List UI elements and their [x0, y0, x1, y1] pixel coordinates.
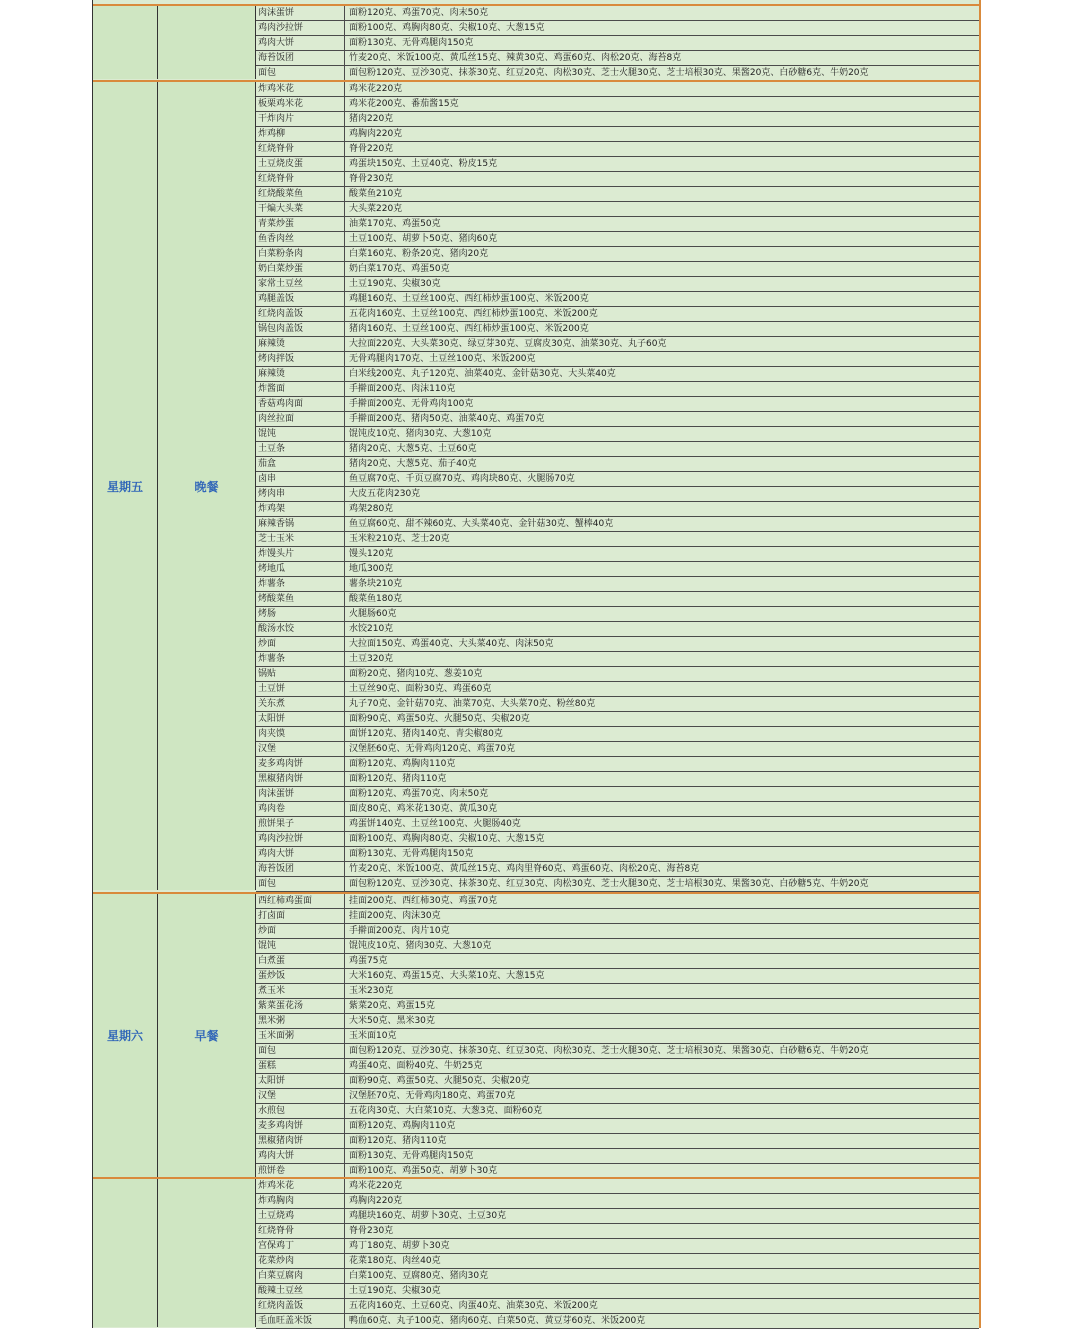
- dish-row: [256, 97, 979, 112]
- meal-block: [93, 4, 979, 79]
- dish-name: 宫保鸡丁: [256, 1239, 345, 1253]
- dish-row: [256, 1194, 979, 1209]
- dish-name: 麦多鸡肉饼: [256, 1119, 345, 1133]
- dish-ingredients: 土豆190克、尖椒30克: [349, 1286, 441, 1296]
- dish-ingredients: 面粉130克、无骨鸡腿肉150克: [349, 38, 474, 48]
- dish-name: 汉堡: [256, 1089, 345, 1103]
- dish-name: 玉米面粥: [256, 1029, 345, 1043]
- dish-name: 麻辣香锅: [256, 517, 345, 531]
- dish-row: [256, 727, 979, 742]
- dish-ingredients: 鸡腿块160克、胡萝卜30克、土豆30克: [349, 1211, 507, 1221]
- dish-row: [256, 984, 979, 999]
- dish-ingredients: 馒头120克: [349, 549, 394, 559]
- dish-row: [256, 1044, 979, 1059]
- dish-name: 锅贴: [256, 667, 345, 681]
- dish-name: 花菜炒肉: [256, 1254, 345, 1268]
- dish-row: [256, 307, 979, 322]
- day-label: 星期六: [106, 1029, 143, 1043]
- dish-row: [256, 877, 979, 892]
- dish-row: [256, 367, 979, 382]
- dish-ingredients: 面粉90克、鸡蛋50克、火腿50克、尖椒20克: [349, 714, 530, 724]
- dish-ingredients: 脊骨230克: [349, 1226, 394, 1236]
- dish-name: 鸡肉大饼: [256, 36, 345, 50]
- dish-row: [256, 999, 979, 1014]
- dish-ingredients: 薯条块210克: [349, 579, 403, 589]
- dish-ingredients: 猪肉220克: [349, 114, 394, 124]
- dish-name: 鸡肉沙拉饼: [256, 21, 345, 35]
- dish-name: 白煮蛋: [256, 954, 345, 968]
- dish-row: [256, 187, 979, 202]
- dish-name: 肉丝拉面: [256, 412, 345, 426]
- dish-ingredients: 玉米粒210克、芝士20克: [349, 534, 450, 544]
- meal-label: 早餐: [194, 1029, 219, 1043]
- dish-ingredients: 酸菜鱼210克: [349, 189, 403, 199]
- dish-row: [256, 1104, 979, 1119]
- dish-row: [256, 36, 979, 51]
- dish-row: [256, 862, 979, 877]
- dish-ingredients: 火腿肠60克: [349, 609, 397, 619]
- dish-name: 鸡肉大饼: [256, 847, 345, 861]
- dish-name: 炸薯条: [256, 577, 345, 591]
- dish-name: 奶白菜炒蛋: [256, 262, 345, 276]
- dish-name: 红烧肉盖饭: [256, 307, 345, 321]
- dish-row: [256, 757, 979, 772]
- dish-name: 蛋炒饭: [256, 969, 345, 983]
- dish-name: 炒面: [256, 924, 345, 938]
- dish-ingredients: 鸡米花220克: [349, 1181, 403, 1191]
- dish-ingredients: 面粉100克、鸡胸肉80克、尖椒10克、大葱15克: [349, 23, 545, 33]
- dish-row: [256, 202, 979, 217]
- dish-rows: [256, 82, 979, 892]
- dish-ingredients: 面粉120克、猪肉110克: [349, 1136, 447, 1146]
- dish-ingredients: 挂面200克、西红柿30克、鸡蛋70克: [349, 896, 498, 906]
- dish-name: 鱼香肉丝: [256, 232, 345, 246]
- dish-row: [256, 82, 979, 97]
- dish-ingredients: 鸭血60克、丸子100克、猪肉60克、白菜50克、黄豆芽60克、米饭200克: [349, 1316, 646, 1326]
- dish-ingredients: 竹麦20克、米饭100克、黄瓜丝15克、辣黄30克、鸡蛋60克、肉松20克、海苔8克: [349, 53, 682, 63]
- dish-name: 土豆饼: [256, 682, 345, 696]
- dish-row: [256, 1179, 979, 1194]
- dish-name: 土豆条: [256, 442, 345, 456]
- dish-row: [256, 1014, 979, 1029]
- dish-name: 炸鸡柳: [256, 127, 345, 141]
- dish-name: 炸鸡胸肉: [256, 1194, 345, 1208]
- dish-row: [256, 21, 979, 36]
- dish-row: [256, 742, 979, 757]
- dish-ingredients: 面粉100克、鸡胸肉80克、尖椒10克、大葱15克: [349, 834, 545, 844]
- dish-ingredients: 五花肉160克、土豆60克、肉蛋40克、油菜30克、米饭200克: [349, 1301, 598, 1311]
- dish-name: 芝士玉米: [256, 532, 345, 546]
- dish-row: [256, 322, 979, 337]
- dish-name: 土豆烧鸡: [256, 1209, 345, 1223]
- dish-ingredients: 鸡胸肉220克: [349, 129, 403, 139]
- dish-row: [256, 277, 979, 292]
- dish-name: 蛋糕: [256, 1059, 345, 1073]
- day-label: 星期五: [106, 479, 143, 494]
- day-cell: [93, 894, 158, 1177]
- dish-row: [256, 832, 979, 847]
- dish-row: [256, 1224, 979, 1239]
- meal-block: [93, 892, 979, 1177]
- dish-row: [256, 652, 979, 667]
- dish-name: 太阳饼: [256, 712, 345, 726]
- dish-row: [256, 112, 979, 127]
- dish-row: [256, 909, 979, 924]
- dish-ingredients: 面粉120克、鸡胸肉110克: [349, 759, 456, 769]
- dish-row: [256, 577, 979, 592]
- dish-ingredients: 鸡架280克: [349, 504, 394, 514]
- dish-ingredients: 面饼120克、猪肉140克、青尖椒80克: [349, 729, 503, 739]
- dish-ingredients: 鸡丁180克、胡萝卜30克: [349, 1241, 450, 1251]
- dish-row: [256, 562, 979, 577]
- dish-row: [256, 1149, 979, 1164]
- dish-name: 煮玉米: [256, 984, 345, 998]
- dish-row: [256, 547, 979, 562]
- dish-name: 汉堡: [256, 742, 345, 756]
- dish-row: [256, 157, 979, 172]
- dish-row: [256, 817, 979, 832]
- dish-row: [256, 457, 979, 472]
- dish-rows: [256, 6, 979, 81]
- dish-name: 酸辣土豆丝: [256, 1284, 345, 1298]
- dish-ingredients: 地瓜300克: [349, 564, 394, 574]
- dish-row: [256, 802, 979, 817]
- dish-ingredients: 猪肉20克、大葱5克、茄子40克: [349, 459, 477, 469]
- dish-row: [256, 172, 979, 187]
- dish-name: 炒面: [256, 637, 345, 651]
- dish-name: 打卤面: [256, 909, 345, 923]
- dish-ingredients: 大拉面220克、大头菜30克、绿豆芽30克、豆腐皮30克、油菜30克、丸子60克: [349, 339, 667, 349]
- dish-name: 鸡肉卷: [256, 802, 345, 816]
- dish-row: [256, 51, 979, 66]
- dish-ingredients: 手擀面200克、肉沫110克: [349, 384, 456, 394]
- dish-ingredients: 五花肉160克、土豆丝100克、西红柿炒蛋100克、米饭200克: [349, 309, 598, 319]
- dish-name: 香菇鸡肉面: [256, 397, 345, 411]
- dish-ingredients: 油菜170克、鸡蛋50克: [349, 219, 441, 229]
- dish-row: [256, 502, 979, 517]
- dish-ingredients: 大头菜220克: [349, 204, 403, 214]
- dish-row: [256, 939, 979, 954]
- dish-ingredients: 大拉面150克、鸡蛋40克、大头菜40克、肉沫50克: [349, 639, 554, 649]
- menu-sheet: [92, 0, 981, 1328]
- dish-ingredients: 挂面200克、肉沫30克: [349, 911, 441, 921]
- meal-cell: [158, 1179, 256, 1327]
- dish-name: 馄饨: [256, 427, 345, 441]
- dish-ingredients: 馄饨皮10克、猪肉30克、大葱10克: [349, 941, 492, 951]
- dish-ingredients: 面包粉120克、豆沙30克、抹茶30克、红豆30克、肉松30克、芝士火腿30克、芝士培根30克、果酱30克、白砂糖5克、牛奶20克: [349, 879, 869, 889]
- dish-row: [256, 1269, 979, 1284]
- dish-name: 干煸大头菜: [256, 202, 345, 216]
- dish-name: 肉夹馍: [256, 727, 345, 741]
- dish-ingredients: 猪肉20克、大葱5克、土豆60克: [349, 444, 477, 454]
- dish-row: [256, 412, 979, 427]
- dish-ingredients: 白菜160克、粉条20克、猪肉20克: [349, 249, 489, 259]
- dish-row: [256, 487, 979, 502]
- dish-ingredients: 鱼豆腐60克、甜不辣60克、大头菜40克、金针菇30克、蟹棒40克: [349, 519, 614, 529]
- day-cell: [93, 82, 158, 890]
- dish-row: [256, 697, 979, 712]
- dish-ingredients: 面粉120克、猪肉110克: [349, 774, 447, 784]
- meal-block: [93, 80, 979, 890]
- dish-name: 太阳饼: [256, 1074, 345, 1088]
- dish-name: 炸鸡米花: [256, 82, 345, 96]
- dish-ingredients: 汉堡胚70克、无骨鸡肉180克、鸡蛋70克: [349, 1091, 516, 1101]
- dish-name: 关东煮: [256, 697, 345, 711]
- day-cell: [93, 6, 158, 79]
- dish-ingredients: 大米50克、黑米30克: [349, 1016, 435, 1026]
- dish-name: 家常土豆丝: [256, 277, 345, 291]
- dish-ingredients: 水饺210克: [349, 624, 394, 634]
- dish-row: [256, 1074, 979, 1089]
- dish-row: [256, 127, 979, 142]
- dish-name: 卤串: [256, 472, 345, 486]
- dish-row: [256, 1299, 979, 1314]
- dish-ingredients: 大皮五花肉230克: [349, 489, 421, 499]
- dish-ingredients: 面粉120克、鸡胸肉110克: [349, 1121, 456, 1131]
- dish-name: 麻辣烫: [256, 367, 345, 381]
- dish-ingredients: 大米160克、鸡蛋15克、大头菜10克、大葱15克: [349, 971, 545, 981]
- dish-ingredients: 玉米230克: [349, 986, 394, 996]
- dish-ingredients: 面皮80克、鸡米花130克、黄瓜30克: [349, 804, 498, 814]
- dish-row: [256, 969, 979, 984]
- dish-name: 烤地瓜: [256, 562, 345, 576]
- dish-name: 白菜粉条肉: [256, 247, 345, 261]
- dish-name: 黑椒猪肉饼: [256, 1134, 345, 1148]
- dish-row: [256, 262, 979, 277]
- dish-ingredients: 鸡米花200克、番茄酱15克: [349, 99, 459, 109]
- dish-ingredients: 土豆190克、尖椒30克: [349, 279, 441, 289]
- dish-name: 麻辣烫: [256, 337, 345, 351]
- dish-ingredients: 面粉90克、鸡蛋50克、火腿50克、尖椒20克: [349, 1076, 530, 1086]
- dish-row: [256, 637, 979, 652]
- meal-block: [93, 1177, 979, 1327]
- dish-name: 鸡肉沙拉饼: [256, 832, 345, 846]
- dish-ingredients: 面粉130克、无骨鸡腿肉150克: [349, 849, 474, 859]
- dish-name: 面包: [256, 1044, 345, 1058]
- dish-name: 锅包肉盖饭: [256, 322, 345, 336]
- dish-row: [256, 607, 979, 622]
- dish-name: 板栗鸡米花: [256, 97, 345, 111]
- dish-row: [256, 1089, 979, 1104]
- dish-row: [256, 232, 979, 247]
- dish-row: [256, 1284, 979, 1299]
- dish-name: 烤肉拌饭: [256, 352, 345, 366]
- dish-name: 青菜炒蛋: [256, 217, 345, 231]
- dish-name: 肉沫蛋饼: [256, 6, 345, 20]
- dish-name: 红烧脊骨: [256, 142, 345, 156]
- dish-name: 海苔饭团: [256, 862, 345, 876]
- dish-row: [256, 772, 979, 787]
- dish-row: [256, 592, 979, 607]
- dish-name: 面包: [256, 877, 345, 891]
- dish-name: 炸鸡米花: [256, 1179, 345, 1193]
- dish-ingredients: 花菜180克、肉丝40克: [349, 1256, 441, 1266]
- dish-ingredients: 白米线200克、丸子120克、油菜40克、金针菇30克、大头菜40克: [349, 369, 616, 379]
- dish-row: [256, 622, 979, 637]
- meal-cell: [158, 894, 256, 1177]
- dish-name: 面包: [256, 66, 345, 80]
- dish-name: 煎饼卷: [256, 1164, 345, 1178]
- dish-ingredients: 鸡胸肉220克: [349, 1196, 403, 1206]
- dish-row: [256, 924, 979, 939]
- dish-name: 煎饼果子: [256, 817, 345, 831]
- dish-row: [256, 894, 979, 909]
- dish-name: 毛血旺盖米饭: [256, 1314, 345, 1328]
- dish-ingredients: 汉堡胚60克、无骨鸡肉120克、鸡蛋70克: [349, 744, 516, 754]
- dish-ingredients: 鸡蛋40克、面粉40克、牛奶25克: [349, 1061, 483, 1071]
- dish-ingredients: 面粉120克、鸡蛋70克、肉末50克: [349, 789, 489, 799]
- dish-ingredients: 面包粉120克、豆沙30克、抹茶30克、红豆30克、肉松30克、芝士火腿30克、芝士培根30克、果酱30克、白砂糖6克、牛奶20克: [349, 1046, 869, 1056]
- dish-name: 西红柿鸡蛋面: [256, 894, 345, 908]
- dish-row: [256, 517, 979, 532]
- dish-name: 酸汤水饺: [256, 622, 345, 636]
- dish-name: 黑米粥: [256, 1014, 345, 1028]
- dish-row: [256, 667, 979, 682]
- dish-row: [256, 427, 979, 442]
- dish-ingredients: 土豆320克: [349, 654, 394, 664]
- dish-row: [256, 1029, 979, 1044]
- dish-ingredients: 脊骨230克: [349, 174, 394, 184]
- dish-name: 鸡肉大饼: [256, 1149, 345, 1163]
- dish-ingredients: 鸡蛋块150克、土豆40克、粉皮15克: [349, 159, 498, 169]
- meal-cell: [158, 6, 256, 79]
- dish-row: [256, 1059, 979, 1074]
- dish-ingredients: 手擀面200克、猪肉50克、油菜40克、鸡蛋70克: [349, 414, 545, 424]
- dish-row: [256, 142, 979, 157]
- dish-name: 土豆烧皮蛋: [256, 157, 345, 171]
- dish-name: 黑椒猪肉饼: [256, 772, 345, 786]
- dish-name: 炸鸡架: [256, 502, 345, 516]
- dish-name: 红烧脊骨: [256, 172, 345, 186]
- dish-row: [256, 787, 979, 802]
- dish-name: 干炸肉片: [256, 112, 345, 126]
- dish-ingredients: 鸡米花220克: [349, 84, 403, 94]
- dish-name: 烤肉串: [256, 487, 345, 501]
- dish-name: 炸薯条: [256, 652, 345, 666]
- dish-row: [256, 682, 979, 697]
- dish-ingredients: 鸡蛋75克: [349, 956, 388, 966]
- dish-row: [256, 382, 979, 397]
- dish-ingredients: 手擀面200克、肉片10克: [349, 926, 450, 936]
- dish-name: 炸酱面: [256, 382, 345, 396]
- dish-rows: [256, 1179, 979, 1329]
- dish-ingredients: 土豆100克、胡萝卜50克、猪肉60克: [349, 234, 498, 244]
- dish-ingredients: 鸡腿160克、土豆丝100克、西红柿炒蛋100克、米饭200克: [349, 294, 589, 304]
- dish-name: 白菜豆腐肉: [256, 1269, 345, 1283]
- dish-row: [256, 66, 979, 81]
- dish-ingredients: 奶白菜170克、鸡蛋50克: [349, 264, 450, 274]
- dish-ingredients: 面包粉120克、豆沙30克、抹茶30克、红豆20克、肉松30克、芝士火腿30克、芝士培根30克、果酱20克、白砂糖6克、牛奶20克: [349, 68, 869, 78]
- dish-rows: [256, 894, 979, 1179]
- dish-ingredients: 面粉20克、猪肉10克、葱姜10克: [349, 669, 483, 679]
- dish-ingredients: 脊骨220克: [349, 144, 394, 154]
- dish-ingredients: 面粉100克、鸡蛋50克、胡萝卜30克: [349, 1166, 498, 1176]
- dish-name: 海苔饭团: [256, 51, 345, 65]
- dish-row: [256, 352, 979, 367]
- dish-name: 烤酸菜鱼: [256, 592, 345, 606]
- dish-row: [256, 1134, 979, 1149]
- dish-ingredients: 五花肉30克、大白菜10克、大葱3克、面粉60克: [349, 1106, 543, 1116]
- dish-row: [256, 6, 979, 21]
- dish-ingredients: 丸子70克、金针菇70克、油菜70克、大头菜70克、粉丝80克: [349, 699, 596, 709]
- dish-ingredients: 猪肉160克、土豆丝100克、西红柿炒蛋100克、米饭200克: [349, 324, 589, 334]
- dish-name: 肉沫蛋饼: [256, 787, 345, 801]
- dish-row: [256, 1119, 979, 1134]
- dish-ingredients: 馄饨皮10克、猪肉30克、大葱10克: [349, 429, 492, 439]
- dish-ingredients: 酸菜鱼180克: [349, 594, 403, 604]
- dish-row: [256, 442, 979, 457]
- dish-name: 红烧脊骨: [256, 1224, 345, 1238]
- dish-name: 红烧肉盖饭: [256, 1299, 345, 1313]
- meal-cell: [158, 82, 256, 890]
- dish-row: [256, 532, 979, 547]
- dish-row: [256, 472, 979, 487]
- meal-label: 晚餐: [194, 479, 219, 494]
- dish-ingredients: 手擀面200克、无骨鸡肉100克: [349, 399, 474, 409]
- dish-ingredients: 竹麦20克、米饭100克、黄瓜丝15克、鸡肉里脊60克、鸡蛋60克、肉松20克、海苔8克: [349, 864, 700, 874]
- dish-row: [256, 397, 979, 412]
- dish-name: 鸡腿盖饭: [256, 292, 345, 306]
- dish-name: 红烧酸菜鱼: [256, 187, 345, 201]
- dish-row: [256, 1254, 979, 1269]
- dish-ingredients: 土豆丝90克、面粉30克、鸡蛋60克: [349, 684, 492, 694]
- dish-name: 烤肠: [256, 607, 345, 621]
- dish-row: [256, 337, 979, 352]
- dish-ingredients: 面粉120克、鸡蛋70克、肉末50克: [349, 8, 489, 18]
- dish-row: [256, 217, 979, 232]
- dish-ingredients: 面粉130克、无骨鸡腿肉150克: [349, 1151, 474, 1161]
- dish-name: 麦多鸡肉饼: [256, 757, 345, 771]
- dish-row: [256, 247, 979, 262]
- dish-row: [256, 712, 979, 727]
- dish-name: 馄饨: [256, 939, 345, 953]
- dish-ingredients: 鸡蛋饼140克、土豆丝100克、火腿肠40克: [349, 819, 521, 829]
- dish-row: [256, 1239, 979, 1254]
- dish-name: 紫菜蛋花汤: [256, 999, 345, 1013]
- dish-row: [256, 1209, 979, 1224]
- dish-ingredients: 鱼豆腐70克、千页豆腐70克、鸡肉块80克、火腿肠70克: [349, 474, 575, 484]
- dish-ingredients: 无骨鸡腿肉170克、土豆丝100克、米饭200克: [349, 354, 536, 364]
- dish-name: 水煎包: [256, 1104, 345, 1118]
- dish-name: 炸馒头片: [256, 547, 345, 561]
- dish-ingredients: 玉米面10克: [349, 1031, 397, 1041]
- dish-row: [256, 292, 979, 307]
- dish-row: [256, 1314, 979, 1329]
- dish-row: [256, 954, 979, 969]
- day-cell: [93, 1179, 158, 1327]
- dish-name: 茄盒: [256, 457, 345, 471]
- dish-ingredients: 紫菜20克、鸡蛋15克: [349, 1001, 435, 1011]
- dish-ingredients: 白菜100克、豆腐80克、猪肉30克: [349, 1271, 489, 1281]
- dish-row: [256, 847, 979, 862]
